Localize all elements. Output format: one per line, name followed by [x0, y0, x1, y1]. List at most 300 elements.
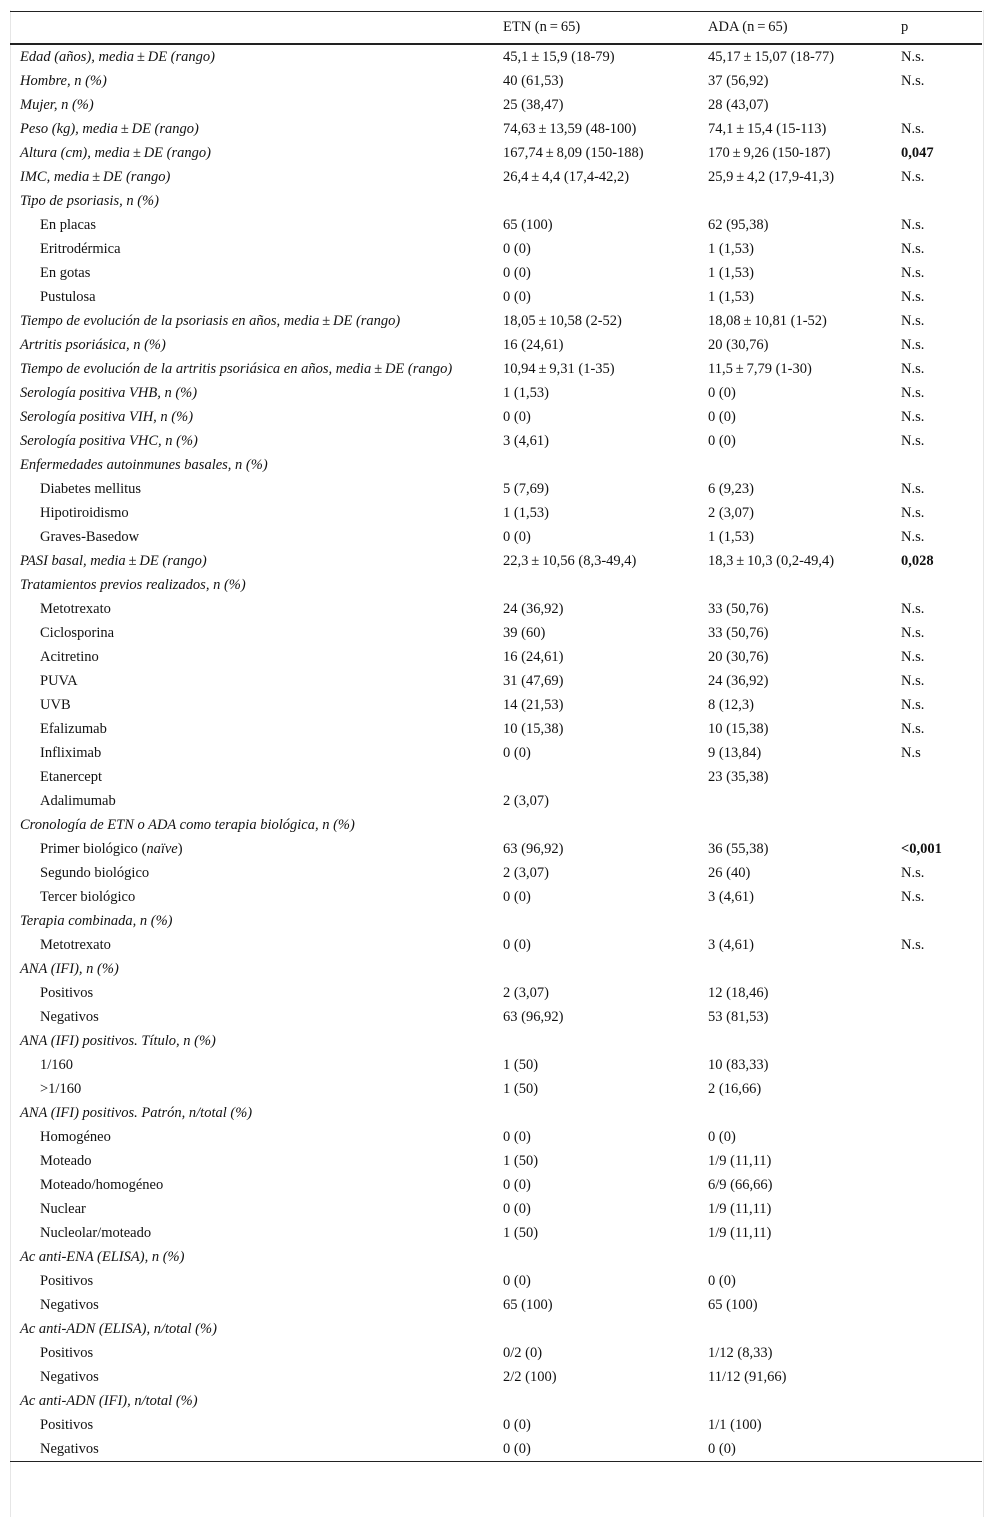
- cell-ada: 20 (30,76): [708, 649, 769, 665]
- table-row: [10, 957, 982, 981]
- cell-p: [891, 1413, 982, 1437]
- cell-ada: 74,1 ± 15,4 (15-113): [708, 121, 827, 137]
- row-sublabel: UVB: [40, 697, 71, 713]
- row-label: Ac anti-ENA (ELISA), n (%): [20, 1249, 185, 1265]
- cell-etn: 25 (38,47): [503, 97, 564, 113]
- row-label-end: ): [177, 841, 183, 857]
- cell-p: N.s.: [901, 385, 925, 401]
- cell-p: N.s.: [901, 121, 925, 137]
- cell-ada: 23 (35,38): [708, 769, 769, 785]
- cell-ada: [698, 453, 891, 477]
- cell-ada: 36 (55,38): [708, 841, 769, 857]
- cell-p: [891, 1029, 982, 1053]
- cell-ada: [698, 189, 891, 213]
- row-sublabel: Moteado/homogéneo: [40, 1177, 164, 1193]
- cell-ada: 1 (1,53): [708, 265, 754, 281]
- cell-etn: 10,94 ± 9,31 (1-35): [503, 361, 615, 377]
- table-row: [10, 189, 982, 213]
- row-label: Serología positiva VHC, n (%): [20, 433, 198, 449]
- cell-ada: 1/1 (100): [708, 1417, 762, 1433]
- cell-p: [891, 573, 982, 597]
- row-sublabel: Positivos: [40, 1345, 94, 1361]
- row-sublabel: Ciclosporina: [40, 625, 115, 641]
- cell-ada: 10 (15,38): [708, 721, 769, 737]
- row-label: IMC, media ± DE (rango): [20, 169, 171, 185]
- cell-p: N.s.: [901, 361, 925, 377]
- row-sublabel: Segundo biológico: [40, 865, 150, 881]
- cell-ada: 1/9 (11,11): [708, 1201, 772, 1217]
- table-row: [10, 885, 982, 909]
- header-ada: ADA (n = 65): [708, 19, 788, 35]
- table-row: [10, 1101, 982, 1125]
- table-row: [10, 645, 982, 669]
- row-sublabel: Efalizumab: [40, 721, 107, 737]
- cell-etn: 0 (0): [503, 937, 531, 953]
- cell-p: [891, 1053, 982, 1077]
- row-sublabel: Infliximab: [40, 745, 102, 761]
- baseline-characteristics-table: [10, 11, 982, 1462]
- row-label: Cronología de ETN o ADA como terapia biológica, n (%): [20, 817, 355, 833]
- row-label: Ac anti-ADN (ELISA), n/total (%): [20, 1321, 217, 1337]
- table-row: [10, 741, 982, 765]
- row-sublabel: [10, 837, 493, 861]
- cell-etn: 22,3 ± 10,56 (8,3-49,4): [503, 553, 637, 569]
- cell-ada: 37 (56,92): [708, 73, 769, 89]
- table-row: [10, 429, 982, 453]
- cell-ada: 18,3 ± 10,3 (0,2-49,4): [708, 553, 835, 569]
- table-row: [10, 1221, 982, 1245]
- cell-p: [891, 1245, 982, 1269]
- cell-ada: [698, 1245, 891, 1269]
- cell-etn: 2/2 (100): [503, 1369, 557, 1385]
- cell-ada: 24 (36,92): [708, 673, 769, 689]
- cell-p: [891, 1293, 982, 1317]
- cell-etn: 24 (36,92): [503, 601, 564, 617]
- cell-p: 0,028: [901, 553, 934, 569]
- cell-etn: 2 (3,07): [503, 793, 549, 809]
- row-sublabel: Eritrodérmica: [40, 241, 121, 257]
- cell-p: N.s.: [901, 649, 925, 665]
- table-row: [10, 405, 982, 429]
- cell-ada: 1/9 (11,11): [708, 1153, 772, 1169]
- table-row: [10, 837, 982, 861]
- cell-ada: 6/9 (66,66): [708, 1177, 773, 1193]
- table-row: [10, 1125, 982, 1149]
- row-label: Mujer, n (%): [20, 97, 94, 113]
- cell-ada: 18,08 ± 10,81 (1-52): [708, 313, 827, 329]
- cell-etn: 40 (61,53): [503, 73, 564, 89]
- table-row: [10, 525, 982, 549]
- row-sublabel: Adalimumab: [40, 793, 116, 809]
- row-sublabel: Positivos: [40, 985, 94, 1001]
- row-sublabel: >1/160: [40, 1081, 82, 1097]
- table-row: [10, 765, 982, 789]
- row-sublabel: Etanercept: [40, 769, 102, 785]
- table-row: [10, 1149, 982, 1173]
- table-row: [10, 717, 982, 741]
- cell-ada: 26 (40): [708, 865, 751, 881]
- cell-ada: 2 (3,07): [708, 505, 754, 521]
- cell-ada: [698, 1389, 891, 1413]
- cell-etn: 5 (7,69): [503, 481, 549, 497]
- cell-ada: [698, 573, 891, 597]
- table-row: [10, 261, 982, 285]
- cell-etn: 2 (3,07): [503, 985, 549, 1001]
- cell-etn: 0 (0): [493, 1437, 698, 1462]
- cell-p: [891, 909, 982, 933]
- cell-etn: 0 (0): [503, 1273, 531, 1289]
- cell-p: [891, 957, 982, 981]
- table-header: [10, 12, 982, 45]
- cell-etn: 2 (3,07): [503, 865, 549, 881]
- cell-etn: 65 (100): [503, 1297, 553, 1313]
- table-row: [10, 1029, 982, 1053]
- cell-ada: 28 (43,07): [708, 97, 769, 113]
- table-row: [10, 453, 982, 477]
- row-label: Altura (cm), media ± DE (rango): [20, 145, 211, 161]
- cell-p: 0,047: [901, 145, 934, 161]
- cell-ada: 1 (1,53): [708, 289, 754, 305]
- cell-p: [891, 1149, 982, 1173]
- table-row: [10, 381, 982, 405]
- row-sublabel: Tercer biológico: [40, 889, 136, 905]
- cell-etn: [493, 1029, 698, 1053]
- cell-ada: 1/9 (11,11): [708, 1225, 772, 1241]
- row-label: Serología positiva VIH, n (%): [20, 409, 194, 425]
- row-sublabel: Negativos: [40, 1297, 99, 1313]
- cell-p: N.s.: [901, 673, 925, 689]
- cell-ada: 10 (83,33): [708, 1057, 769, 1073]
- cell-etn: 0 (0): [503, 1201, 531, 1217]
- table-row: [10, 309, 982, 333]
- cell-etn: 0 (0): [503, 1417, 531, 1433]
- table-row: [10, 549, 982, 573]
- cell-etn: 0 (0): [503, 265, 531, 281]
- row-sublabel: Diabetes mellitus: [40, 481, 142, 497]
- cell-p: N.s.: [901, 505, 925, 521]
- cell-p: N.s.: [901, 865, 925, 881]
- cell-ada: 45,17 ± 15,07 (18-77): [708, 49, 835, 65]
- table-row: [10, 861, 982, 885]
- table-row: [10, 1053, 982, 1077]
- cell-etn: 18,05 ± 10,58 (2-52): [503, 313, 622, 329]
- cell-etn: 63 (96,92): [503, 1009, 564, 1025]
- cell-p: N.s.: [901, 409, 925, 425]
- cell-etn: 0 (0): [503, 1129, 531, 1145]
- cell-etn: 14 (21,53): [503, 697, 564, 713]
- cell-etn: [493, 189, 698, 213]
- cell-etn: 0 (0): [503, 1177, 531, 1193]
- cell-ada: 53 (81,53): [708, 1009, 769, 1025]
- row-sublabel: Pustulosa: [40, 289, 96, 305]
- cell-p: N.s.: [901, 889, 925, 905]
- table-row: [10, 1293, 982, 1317]
- cell-etn: 3 (4,61): [503, 433, 549, 449]
- table-row: [10, 981, 982, 1005]
- row-sublabel: Metotrexato: [40, 937, 111, 953]
- cell-etn: 26,4 ± 4,4 (17,4-42,2): [503, 169, 630, 185]
- table-row: [10, 1365, 982, 1389]
- row-sublabel: Nucleolar/moteado: [40, 1225, 152, 1241]
- cell-ada: 0 (0): [708, 385, 736, 401]
- table-row: [10, 573, 982, 597]
- header-etn: ETN (n = 65): [503, 19, 581, 35]
- cell-p: N.s.: [901, 337, 925, 353]
- cell-p: [891, 1389, 982, 1413]
- row-sublabel: Metotrexato: [40, 601, 111, 617]
- cell-etn: [493, 813, 698, 837]
- cell-ada: 1 (1,53): [708, 241, 754, 257]
- cell-etn: [493, 1317, 698, 1341]
- table-row: [10, 93, 982, 117]
- cell-ada: [698, 789, 891, 813]
- table-row: [10, 693, 982, 717]
- row-label: Edad (años), media ± DE (rango): [20, 49, 215, 65]
- row-label: Tiempo de evolución de la psoriasis en años, media ± DE (rango): [20, 313, 401, 329]
- row-label: Terapia combinada, n (%): [20, 913, 173, 929]
- cell-ada: 62 (95,38): [708, 217, 769, 233]
- cell-p: N.s.: [901, 601, 925, 617]
- row-sublabel: PUVA: [40, 673, 78, 689]
- cell-ada: 6 (9,23): [708, 481, 754, 497]
- cell-p: [891, 1317, 982, 1341]
- cell-etn: [493, 453, 698, 477]
- cell-etn: [493, 765, 698, 789]
- cell-etn: 1 (50): [503, 1225, 539, 1241]
- cell-p: N.s.: [901, 169, 925, 185]
- cell-p: N.s.: [901, 529, 925, 545]
- cell-p: N.s.: [901, 697, 925, 713]
- cell-p: [891, 1077, 982, 1101]
- row-label: Tratamientos previos realizados, n (%): [20, 577, 246, 593]
- cell-ada: 0 (0): [708, 433, 736, 449]
- cell-ada: 0 (0): [698, 1437, 891, 1462]
- row-sublabel: 1/160: [40, 1057, 74, 1073]
- table-row: [10, 357, 982, 381]
- row-sublabel: Hipotiroidismo: [40, 505, 129, 521]
- table-row: [10, 501, 982, 525]
- cell-ada: 12 (18,46): [708, 985, 769, 1001]
- table-row: [10, 1173, 982, 1197]
- cell-etn: 63 (96,92): [503, 841, 564, 857]
- table-row: [10, 1437, 982, 1462]
- cell-ada: 2 (16,66): [708, 1081, 762, 1097]
- cell-ada: [698, 1101, 891, 1125]
- row-sublabel: Homogéneo: [40, 1129, 111, 1145]
- cell-p: N.s.: [901, 241, 925, 257]
- cell-p: N.s.: [901, 937, 925, 953]
- row-sublabel: Moteado: [40, 1153, 92, 1169]
- table-row: [10, 1389, 982, 1413]
- table-row: [10, 813, 982, 837]
- cell-p: [891, 1005, 982, 1029]
- cell-etn: [493, 909, 698, 933]
- cell-etn: 39 (60): [503, 625, 546, 641]
- header-label: [10, 12, 493, 45]
- table-row: [10, 1269, 982, 1293]
- row-sublabel: Graves-Basedow: [40, 529, 140, 545]
- cell-etn: 31 (47,69): [503, 673, 564, 689]
- row-label: Hombre, n (%): [20, 73, 107, 89]
- cell-p: N.s.: [901, 721, 925, 737]
- table-row: [10, 117, 982, 141]
- cell-p: N.s.: [901, 433, 925, 449]
- row-label: Serología positiva VHB, n (%): [20, 385, 198, 401]
- cell-p: N.s.: [901, 481, 925, 497]
- row-sublabel: Negativos: [40, 1369, 99, 1385]
- table-row: [10, 165, 982, 189]
- table-row: [10, 597, 982, 621]
- cell-ada: [698, 813, 891, 837]
- cell-etn: 45,1 ± 15,9 (18-79): [503, 49, 615, 65]
- cell-ada: 33 (50,76): [708, 601, 769, 617]
- cell-etn: 0 (0): [503, 889, 531, 905]
- row-sublabel: Negativos: [10, 1437, 493, 1462]
- cell-p: N.s: [901, 745, 921, 761]
- cell-p: [891, 1269, 982, 1293]
- cell-p: [891, 1365, 982, 1389]
- row-sublabel: Nuclear: [40, 1201, 86, 1217]
- cell-etn: 74,63 ± 13,59 (48-100): [503, 121, 637, 137]
- cell-ada: 170 ± 9,26 (150-187): [708, 145, 831, 161]
- cell-etn: 0 (0): [503, 745, 531, 761]
- table-row: [10, 789, 982, 813]
- table-row: [10, 285, 982, 309]
- row-sublabel: Acitretino: [40, 649, 99, 665]
- cell-etn: 1 (1,53): [503, 385, 549, 401]
- cell-ada: 9 (13,84): [708, 745, 762, 761]
- cell-p: [891, 453, 982, 477]
- cell-etn: 16 (24,61): [503, 337, 564, 353]
- table-row: [10, 1341, 982, 1365]
- cell-etn: 65 (100): [503, 217, 553, 233]
- cell-etn: 16 (24,61): [503, 649, 564, 665]
- cell-p: [891, 1221, 982, 1245]
- cell-ada: [698, 957, 891, 981]
- cell-etn: 0 (0): [503, 241, 531, 257]
- table-row: [10, 333, 982, 357]
- row-label: ANA (IFI), n (%): [20, 961, 119, 977]
- cell-p: [891, 1437, 982, 1462]
- cell-ada: 0 (0): [708, 1129, 736, 1145]
- row-label-text: Primer biológico (: [40, 841, 147, 857]
- table-row: [10, 237, 982, 261]
- cell-etn: 1 (50): [503, 1153, 539, 1169]
- cell-etn: 1 (1,53): [503, 505, 549, 521]
- table-body: [10, 44, 982, 1462]
- cell-ada: 11,5 ± 7,79 (1-30): [708, 361, 812, 377]
- cell-ada: 33 (50,76): [708, 625, 769, 641]
- table-row: [10, 141, 982, 165]
- cell-p: N.s.: [901, 625, 925, 641]
- cell-etn: 0 (0): [503, 409, 531, 425]
- cell-p: N.s.: [901, 265, 925, 281]
- cell-p: [891, 1197, 982, 1221]
- cell-ada: 1 (1,53): [708, 529, 754, 545]
- table-row: [10, 1245, 982, 1269]
- cell-ada: 1/12 (8,33): [708, 1345, 773, 1361]
- cell-p: [891, 813, 982, 837]
- cell-etn: 1 (50): [503, 1081, 539, 1097]
- cell-etn: 0 (0): [503, 529, 531, 545]
- row-label-italic: naïve: [146, 841, 178, 857]
- cell-etn: 10 (15,38): [503, 721, 564, 737]
- cell-ada: [698, 909, 891, 933]
- row-label: ANA (IFI) positivos. Título, n (%): [20, 1033, 216, 1049]
- row-sublabel: En gotas: [40, 265, 91, 281]
- cell-ada: 0 (0): [708, 409, 736, 425]
- table-row: [10, 213, 982, 237]
- table-row: [10, 669, 982, 693]
- cell-ada: 11/12 (91,66): [708, 1369, 787, 1385]
- table-row: [10, 621, 982, 645]
- table-row: [10, 1413, 982, 1437]
- cell-ada: 20 (30,76): [708, 337, 769, 353]
- cell-p: N.s.: [901, 49, 925, 65]
- row-label: PASI basal, media ± DE (rango): [20, 553, 207, 569]
- cell-p: [891, 1341, 982, 1365]
- cell-ada: 25,9 ± 4,2 (17,9-41,3): [708, 169, 835, 185]
- table-row: [10, 44, 982, 69]
- cell-ada: 65 (100): [708, 1297, 758, 1313]
- row-label: Enfermedades autoinmunes basales, n (%): [20, 457, 268, 473]
- cell-ada: [698, 1029, 891, 1053]
- row-label: Ac anti-ADN (IFI), n/total (%): [20, 1393, 198, 1409]
- cell-ada: 8 (12,3): [708, 697, 754, 713]
- cell-p: N.s.: [901, 73, 925, 89]
- cell-p: [891, 1125, 982, 1149]
- cell-p: N.s.: [901, 313, 925, 329]
- table-row: [10, 477, 982, 501]
- cell-p: [891, 1101, 982, 1125]
- cell-p: N.s.: [901, 217, 925, 233]
- cell-etn: [493, 957, 698, 981]
- header-p: p: [901, 19, 909, 35]
- cell-ada: 0 (0): [708, 1273, 736, 1289]
- cell-p: [891, 789, 982, 813]
- table-row: [10, 933, 982, 957]
- row-label: ANA (IFI) positivos. Patrón, n/total (%): [20, 1105, 253, 1121]
- cell-p: [891, 1173, 982, 1197]
- row-label: Tipo de psoriasis, n (%): [20, 193, 159, 209]
- cell-etn: 1 (50): [503, 1057, 539, 1073]
- row-sublabel: En placas: [40, 217, 96, 233]
- table-row: [10, 1317, 982, 1341]
- table-row: [10, 1005, 982, 1029]
- row-label: Tiempo de evolución de la artritis psoriásica en años, media ± DE (rango): [20, 361, 453, 377]
- cell-p: N.s.: [901, 289, 925, 305]
- cell-ada: 3 (4,61): [708, 937, 754, 953]
- row-sublabel: Negativos: [40, 1009, 99, 1025]
- table-row: [10, 909, 982, 933]
- row-label: Peso (kg), media ± DE (rango): [20, 121, 199, 137]
- cell-ada: 3 (4,61): [708, 889, 754, 905]
- cell-ada: [698, 1317, 891, 1341]
- cell-etn: [493, 573, 698, 597]
- cell-p: [891, 765, 982, 789]
- table-row: [10, 1077, 982, 1101]
- row-sublabel: Positivos: [40, 1273, 94, 1289]
- cell-etn: 0/2 (0): [503, 1345, 543, 1361]
- cell-p: <0,001: [901, 841, 942, 857]
- table-row: [10, 69, 982, 93]
- row-label: Artritis psoriásica, n (%): [20, 337, 166, 353]
- cell-p: [891, 981, 982, 1005]
- cell-etn: 167,74 ± 8,09 (150-188): [503, 145, 644, 161]
- cell-p: [891, 189, 982, 213]
- cell-etn: 0 (0): [503, 289, 531, 305]
- table-row: [10, 1197, 982, 1221]
